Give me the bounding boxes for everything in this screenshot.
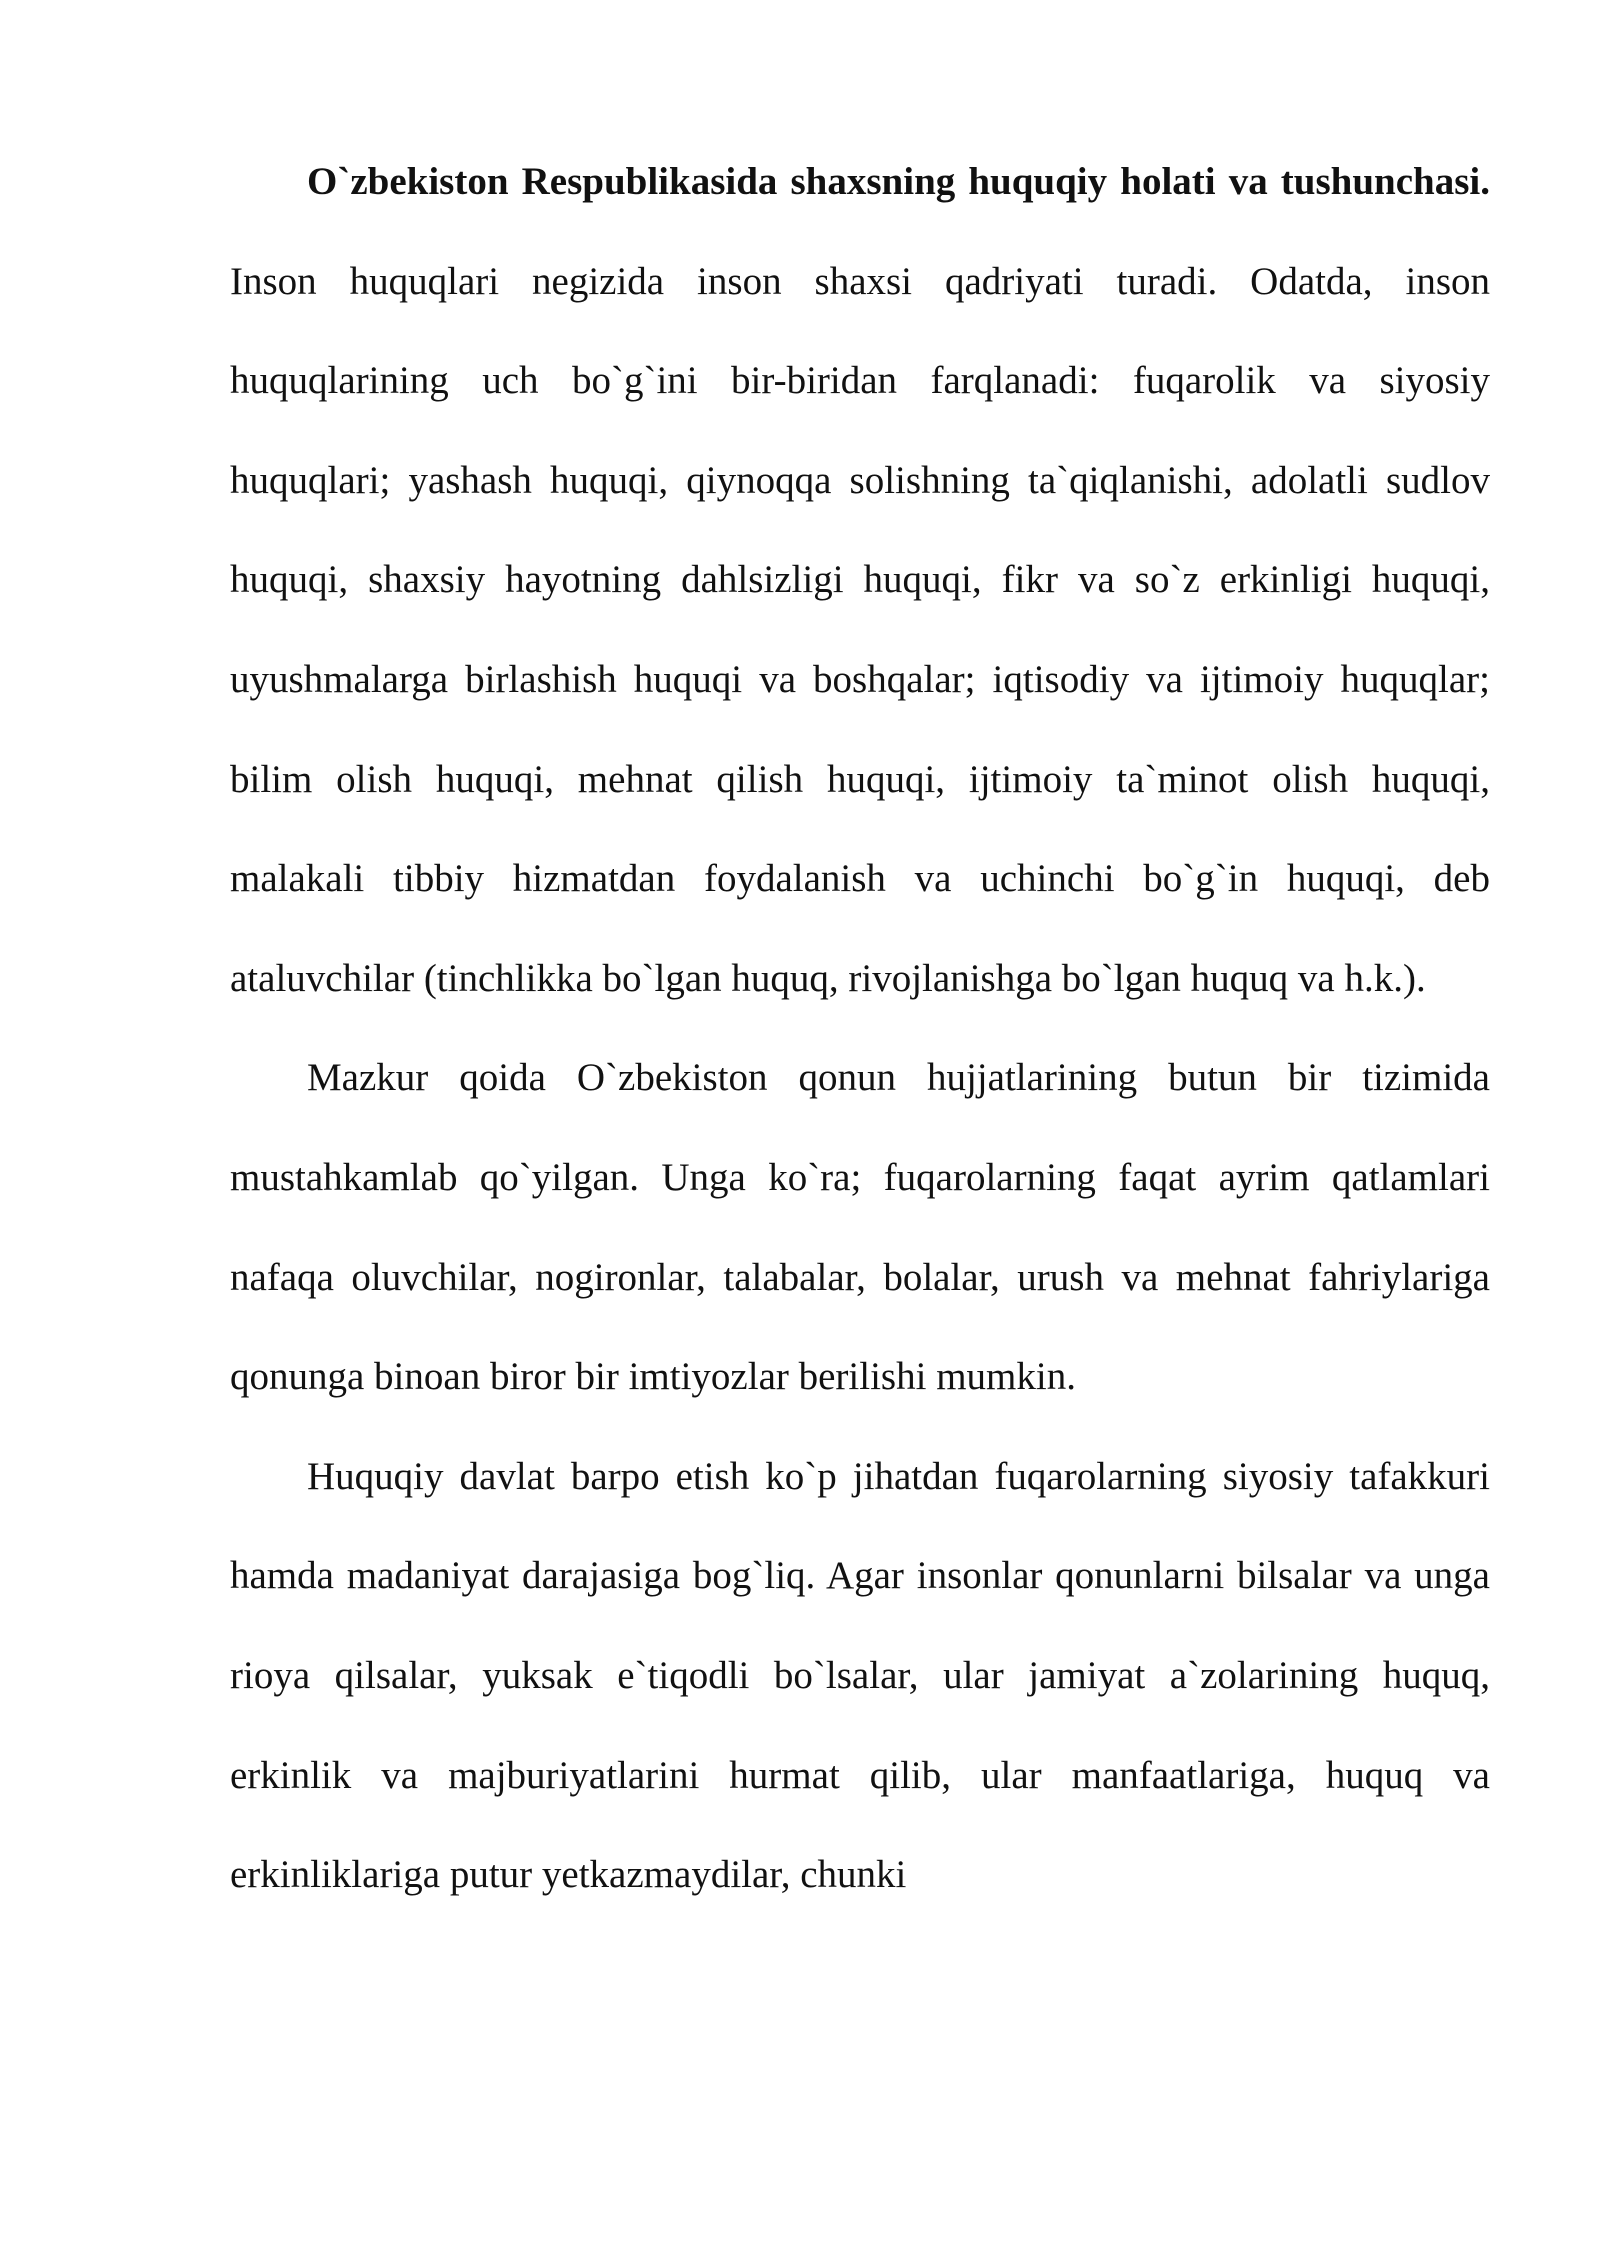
paragraph-3-text: Huquqiy davlat barpo etish ko`p jihatdan fuqarolarning siyosiy tafakkuri hamda madaniyat darajasiga bog`liq. Agar insonlar qonunlarni bilsalar va unga rioya qilsalar, yuksak e`tiqodli bo`lsalar, ular jamiyat a`zolarining huquq, erkinlik va majburiyatlarini hurmat qilib, ular manfaatlariga, huquq va erkinliklariga putur yetkazmaydilar, chunki: [230, 1454, 1490, 1897]
paragraph-2-text: Mazkur qoida O`zbekiston qonun hujjatlarining butun bir tizimida mustahkamlab qo`yilgan. Unga ko`ra; fuqarolarning faqat ayrim qatlamlari nafaqa oluvchilar, nogironlar, talabalar, bolalar, urush va mehnat fahriylariga qonunga binoan biror bir imtiyozlar berilishi mumkin.: [230, 1056, 1490, 1399]
paragraph-1-text: Inson huquqlari negizida inson shaxsi qadriyati turadi. Odatda, inson huquqlarining uch bo`g`ini bir-biridan farqlanadi: fuqarolik va siyosiy huquqlari; yashash huquqi, qiynoqqa solishning ta`qiqlanishi, adolatli sudlov huquqi, shaxsiy hayotning dahlsizligi huquqi, fikr va so`z erkinligi huquqi, uyushmalarga birlashish huquqi va boshqalar; iqtisodiy va ijtimoiy huquqlar; bilim olish huquqi, mehnat qilish huquqi, ijtimoiy ta`minot olish huquqi, malakali tibbiy hizmatdan foydalanish va uchinchi bo`g`in huquqi, deb ataluvchilar (tinchlikka bo`lgan huquq, rivojlanishga bo`lgan huquq va h.k.).: [230, 259, 1490, 1000]
paragraph-2: [230, 1028, 1490, 1426]
section-heading: O`zbekiston Respublikasida shaxsning huquqiy holati va tushunchasi.: [307, 160, 1490, 203]
document-body: [230, 132, 1490, 1925]
paragraph-1: [230, 132, 1490, 1028]
paragraph-3: [230, 1427, 1490, 1925]
